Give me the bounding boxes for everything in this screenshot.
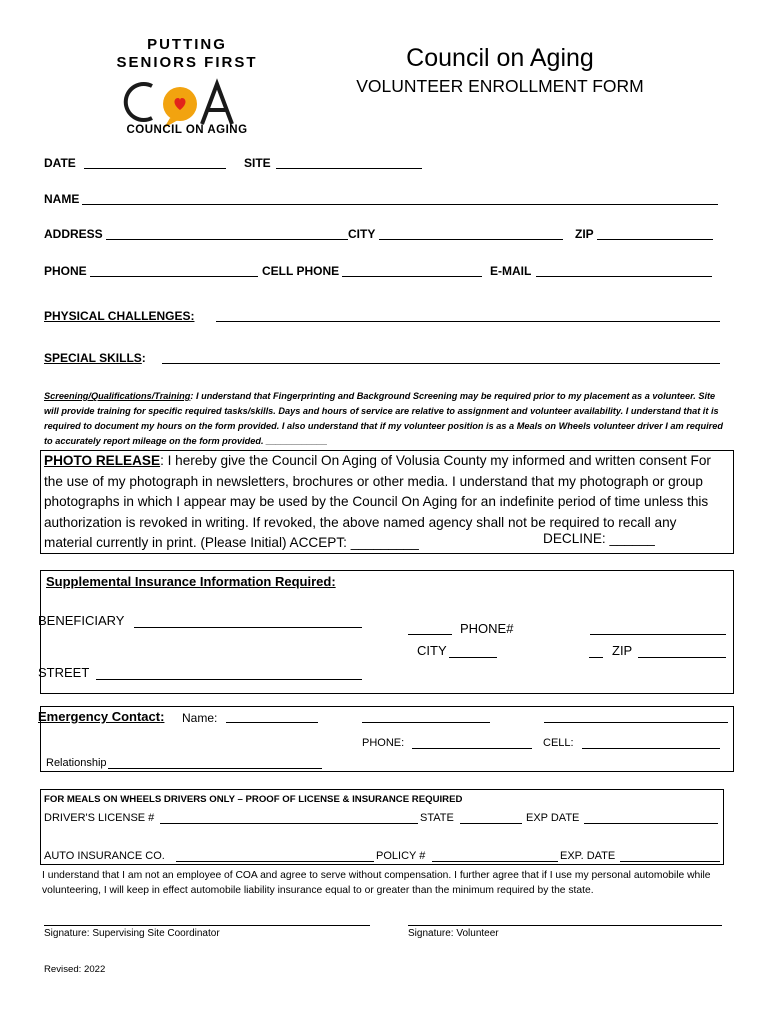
special-skills-label — [44, 351, 146, 365]
emergency-contact-heading-colon: : — [160, 709, 165, 724]
coordinator-signature-label: Signature: Supervising Site Coordinator — [44, 928, 220, 939]
insurance-zip-label: ZIP — [612, 643, 633, 658]
logo-letter-c — [126, 84, 152, 120]
photo-release-decline[interactable]: DECLINE: ______ — [543, 531, 655, 546]
photo-release-label: PHOTO RELEASE — [44, 453, 161, 468]
policy-field[interactable] — [432, 861, 558, 862]
volunteer-signature-label: Signature: Volunteer — [408, 928, 499, 939]
auto-insurance-field[interactable] — [176, 861, 374, 862]
policy-label: POLICY # — [376, 850, 426, 862]
logo-tagline: COUNCIL ON AGING — [126, 124, 248, 136]
emergency-contact-heading-text: Emergency Contact — [38, 709, 161, 724]
insurance-city-label: CITY — [417, 643, 447, 658]
page-title: Council on Aging — [406, 44, 594, 72]
insurance-city-field[interactable] — [449, 657, 497, 658]
drivers-license-label: DRIVER'S LICENSE # — [44, 812, 155, 824]
special-skills-colon: : — [141, 351, 146, 365]
date-label: DATE — [44, 156, 76, 170]
email-label: E-MAIL — [490, 264, 532, 278]
beneficiary-label: BENEFICIARY — [38, 613, 125, 628]
insurance-exp-label: EXP. DATE — [560, 850, 616, 862]
insurance-heading: Supplemental Insurance Information Required: — [46, 574, 336, 589]
zip-label: ZIP — [575, 227, 594, 241]
license-exp-field[interactable] — [584, 823, 718, 824]
insurance-phone-field[interactable] — [590, 634, 726, 635]
email-field[interactable] — [536, 276, 712, 277]
emergency-phone-label: PHONE: — [362, 737, 405, 749]
auto-insurance-label: AUTO INSURANCE CO. — [44, 850, 165, 862]
drivers-license-field[interactable] — [160, 823, 418, 824]
city-label: CITY — [348, 227, 376, 241]
physical-challenges-label: PHYSICAL CHALLENGES: — [44, 309, 195, 323]
form-subtitle: VOLUNTEER ENROLLMENT FORM — [356, 76, 644, 96]
insurance-phone-prefix-field[interactable] — [408, 634, 452, 635]
emergency-name-label: Name: — [182, 711, 218, 725]
logo-line-1: PUTTING — [147, 36, 227, 53]
agreement-text: I understand that I am not an employee of COA and agree to serve without compensation. I further agree that if I use my personal automobile while volunteering, I will keep in effect automobile liability insurance equal to or greater than the minimum required by the state. — [42, 870, 711, 896]
license-state-field[interactable] — [460, 823, 522, 824]
cell-phone-label: CELL PHONE — [262, 264, 340, 278]
street-field[interactable] — [96, 679, 362, 680]
zip-field[interactable] — [597, 239, 713, 240]
photo-release-paragraph — [44, 451, 718, 554]
special-skills-text: SPECIAL SKILLS — [44, 351, 142, 365]
site-field[interactable] — [276, 168, 422, 169]
emergency-cell-field[interactable] — [582, 748, 720, 749]
volunteer-signature-line[interactable] — [408, 925, 722, 926]
drivers-heading: FOR MEALS ON WHEELS DRIVERS ONLY – PROOF OF LICENSE & INSURANCE REQUIRED — [44, 794, 463, 805]
logo — [92, 36, 282, 140]
coordinator-signature-line[interactable] — [44, 925, 370, 926]
screening-paragraph — [44, 389, 724, 449]
site-label: SITE — [244, 156, 271, 170]
cell-phone-field[interactable] — [342, 276, 482, 277]
screening-text: : I understand that Fingerprinting and Background Screening may be required prior to my placement as a volunteer. Site will provide training for specific required tasks/skills. Days and hours of service are relative to assignment and volunteer availability. I understand that it is required to document my hours on the form provided. I also understand that if my volunteer position is as a Meals on Wheels volunteer driver I am required to accurately report mileage on the form provided. ____________ — [44, 391, 723, 446]
emergency-cell-label: CELL: — [543, 737, 574, 749]
relationship-field[interactable] — [108, 768, 322, 769]
street-label: STREET — [38, 665, 90, 680]
address-field[interactable] — [106, 239, 348, 240]
insurance-exp-field[interactable] — [620, 861, 720, 862]
emergency-field-2[interactable] — [362, 722, 490, 723]
insurance-zip-prefix-field[interactable] — [589, 657, 603, 658]
phone-label: PHONE — [44, 264, 87, 278]
physical-challenges-field[interactable] — [216, 321, 720, 322]
beneficiary-field[interactable] — [134, 627, 362, 628]
insurance-zip-field[interactable] — [638, 657, 726, 658]
insurance-phone-label: PHONE# — [460, 621, 514, 636]
name-field[interactable] — [82, 204, 718, 205]
emergency-name-field[interactable] — [226, 722, 318, 723]
screening-label: Screening/Qualifications/Training — [44, 391, 191, 401]
license-exp-label: EXP DATE — [526, 812, 580, 824]
revised-date: Revised: 2022 — [44, 964, 106, 975]
address-label: ADDRESS — [44, 227, 103, 241]
phone-field[interactable] — [90, 276, 258, 277]
emergency-contact-heading — [38, 709, 164, 724]
emergency-field-3[interactable] — [544, 722, 728, 723]
date-field[interactable] — [84, 168, 226, 169]
relationship-label: Relationship — [46, 757, 107, 769]
license-state-label: STATE — [420, 812, 454, 824]
logo-letter-a — [202, 84, 232, 124]
logo-line-2: SENIORS FIRST — [116, 54, 258, 71]
emergency-phone-field[interactable] — [412, 748, 532, 749]
special-skills-field[interactable] — [162, 363, 720, 364]
name-label: NAME — [44, 192, 80, 206]
photo-release-text: : I hereby give the Council On Aging of Volusia County my informed and written consent For the use of my photograph in newsletters, brochures or other media. I understand that my photograph or group photographs in which I appear may be used by the Council On Aging for an indefinite period of time unless this authorization is revoked in writing. If revoked, the above named agency shall not be required to recall any material currently in print. (Please Initial) ACCEPT: _________ — [44, 453, 711, 550]
coa-logo-mark — [92, 74, 282, 130]
city-field[interactable] — [379, 239, 563, 240]
